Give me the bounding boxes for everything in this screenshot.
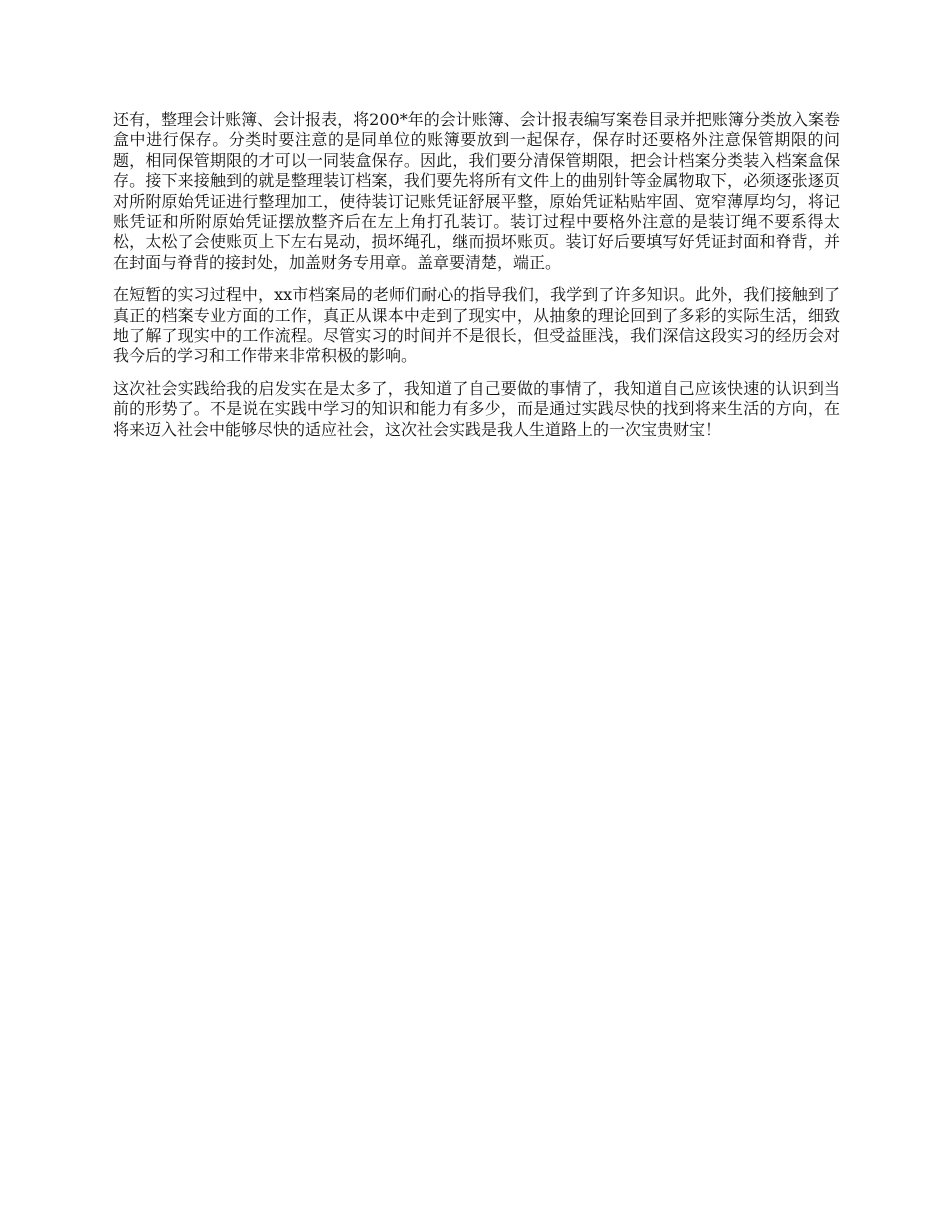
paragraph-social-practice-summary: 这次社会实践给我的启发实在是太多了，我知道了自己要做的事情了，我知道自己应该快速的认识到当前的形势了。不是说在实践中学习的知识和能力有多少，而是通过实践尽快的找到将来生活的方向，在将来迈入社会中能够尽快的适应社会，这次社会实践是我人生道路上的一次宝贵财宝！: [113, 378, 840, 439]
document-body: [113, 110, 840, 452]
paragraph-internship-reflection: 在短暂的实习过程中，xx市档案局的老师们耐心的指导我们，我学到了许多知识。此外，我们接触到了真正的档案专业方面的工作，真正从课本中走到了现实中，从抽象的理论回到了多彩的实际生活，细致地了解了现实中的工作流程。尽管实习的时间并不是很长，但受益匪浅，我们深信这段实习的经历会对我今后的学习和工作带来非常积极的影响。: [113, 285, 840, 366]
paragraph-archive-organizing: 还有，整理会计账簿、会计报表，将200*年的会计账簿、会计报表编写案卷目录并把账簿分类放入案卷盒中进行保存。分类时要注意的是同单位的账簿要放到一起保存，保存时还要格外注意保管期限的问题，相同保管期限的才可以一同装盒保存。因此，我们要分清保管期限，把会计档案分类装入档案盒保存。接下来接触到的就是整理装订档案，我们要先将所有文件上的曲别针等金属物取下，必须逐张逐页对所附原始凭证进行整理加工，使待装订记账凭证舒展平整，原始凭证粘贴牢固、宽窄薄厚均匀，将记账凭证和所附原始凭证摆放整齐后在左上角打孔装订。装订过程中要格外注意的是装订绳不要系得太松，太松了会使账页上下左右晃动，损坏绳孔，继而损坏账页。装订好后要填写好凭证封面和脊背，并在封面与脊背的接封处，加盖财务专用章。盖章要清楚，端正。: [113, 110, 840, 272]
